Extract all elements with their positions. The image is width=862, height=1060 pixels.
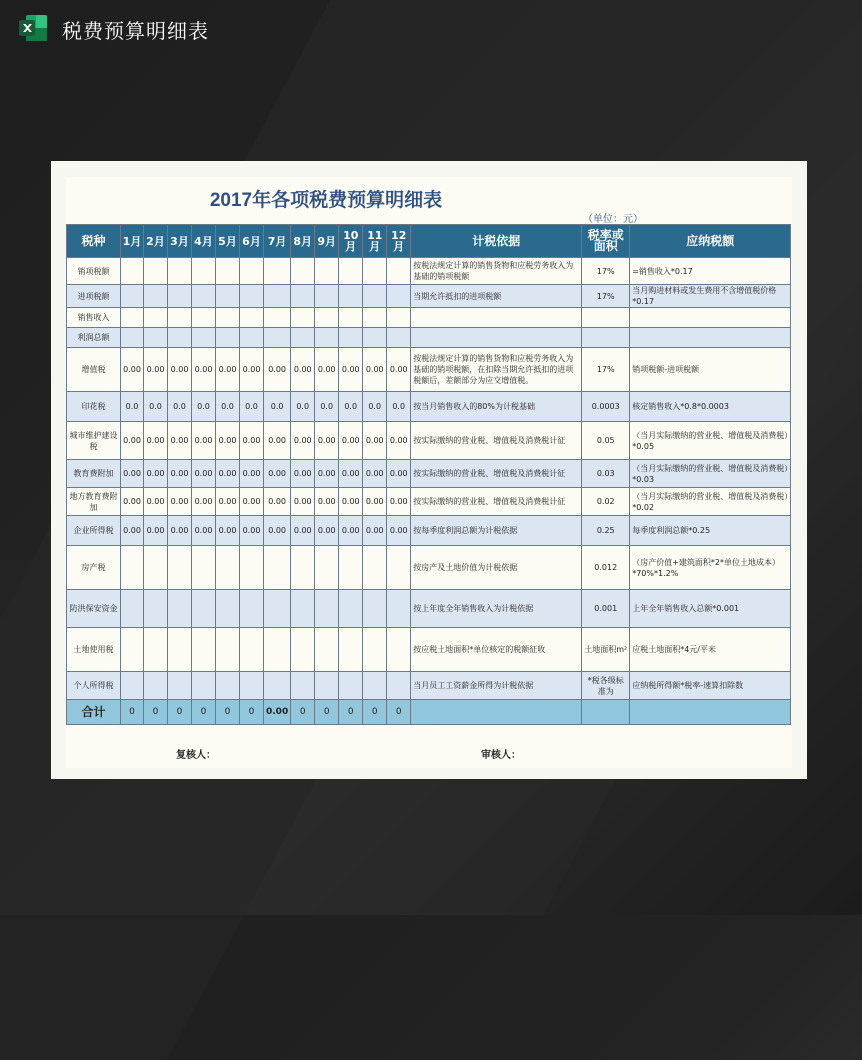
- month-cell[interactable]: [192, 328, 216, 348]
- header-month[interactable]: 7月: [264, 225, 291, 258]
- month-cell[interactable]: 0.00: [339, 348, 363, 392]
- tax-type-cell[interactable]: 防洪保安资金: [67, 590, 121, 628]
- month-cell[interactable]: 0.00: [168, 488, 192, 516]
- month-cell[interactable]: 0.00: [291, 460, 315, 488]
- month-cell[interactable]: [315, 546, 339, 590]
- month-cell[interactable]: 0.00: [387, 488, 411, 516]
- month-cell[interactable]: 0.00: [363, 488, 387, 516]
- month-cell[interactable]: 0.00: [192, 422, 216, 460]
- rate-cell[interactable]: 17%: [582, 258, 630, 285]
- tax-type-cell[interactable]: 地方教育费附加: [67, 488, 121, 516]
- month-cell[interactable]: [121, 628, 144, 672]
- month-cell[interactable]: [264, 590, 291, 628]
- month-cell[interactable]: [315, 258, 339, 285]
- month-cell[interactable]: 0.0: [387, 392, 411, 422]
- month-cell[interactable]: [192, 285, 216, 308]
- header-month[interactable]: 2月: [144, 225, 168, 258]
- tax-type-cell[interactable]: 销售收入: [67, 308, 121, 328]
- table-row: [67, 422, 791, 460]
- month-cell[interactable]: 0.00: [121, 516, 144, 546]
- basis-cell[interactable]: 当月员工工资薪金所得为计税依据: [411, 672, 582, 700]
- month-cell[interactable]: [240, 590, 264, 628]
- tax-type-cell[interactable]: 教育费附加: [67, 460, 121, 488]
- month-cell[interactable]: 0.00: [387, 422, 411, 460]
- month-cell[interactable]: [264, 258, 291, 285]
- total-cell[interactable]: 0: [121, 700, 144, 725]
- total-cell[interactable]: 0: [216, 700, 240, 725]
- month-cell[interactable]: [315, 328, 339, 348]
- month-cell[interactable]: 0.00: [363, 422, 387, 460]
- month-cell[interactable]: [216, 258, 240, 285]
- month-cell[interactable]: 0.0: [240, 392, 264, 422]
- header-month[interactable]: 8月: [291, 225, 315, 258]
- month-cell[interactable]: 0.00: [264, 488, 291, 516]
- sheet-paper: [66, 177, 792, 768]
- tax-formula-cell[interactable]: 销项税额-进项税额: [630, 348, 791, 392]
- month-cell[interactable]: [315, 285, 339, 308]
- month-cell[interactable]: [387, 258, 411, 285]
- month-cell[interactable]: [144, 308, 168, 328]
- month-cell[interactable]: [121, 546, 144, 590]
- month-cell[interactable]: 0.00: [192, 348, 216, 392]
- month-cell[interactable]: 0.00: [216, 460, 240, 488]
- month-cell[interactable]: [291, 628, 315, 672]
- sheet-title: 2017年各项税费预算明细表: [209, 190, 443, 211]
- month-cell[interactable]: 0.00: [315, 488, 339, 516]
- total-basis-cell[interactable]: [411, 700, 582, 725]
- tax-formula-cell[interactable]: （当月实际缴纳的营业税、增值税及消费税）*0.05: [630, 422, 791, 460]
- header-month[interactable]: 6月: [240, 225, 264, 258]
- month-cell[interactable]: 0.0: [339, 392, 363, 422]
- month-cell[interactable]: [144, 258, 168, 285]
- month-cell[interactable]: [240, 285, 264, 308]
- document-title: 税费预算明细表: [62, 19, 209, 43]
- month-cell[interactable]: [339, 258, 363, 285]
- month-cell[interactable]: [192, 590, 216, 628]
- header-month[interactable]: 12月: [387, 225, 411, 258]
- tax-type-cell[interactable]: 增值税: [67, 348, 121, 392]
- month-cell[interactable]: [387, 628, 411, 672]
- table-row: [67, 628, 791, 672]
- month-cell[interactable]: [216, 308, 240, 328]
- header-tax[interactable]: 应纳税额: [630, 225, 791, 258]
- month-cell[interactable]: [240, 258, 264, 285]
- month-cell[interactable]: [264, 546, 291, 590]
- month-cell[interactable]: [121, 258, 144, 285]
- table-row: [67, 488, 791, 516]
- month-cell[interactable]: 0.00: [240, 460, 264, 488]
- basis-cell[interactable]: 当期允许抵扣的进项税额: [411, 285, 582, 308]
- month-cell[interactable]: [192, 546, 216, 590]
- month-cell[interactable]: [240, 546, 264, 590]
- total-cell[interactable]: 0: [363, 700, 387, 725]
- rate-cell[interactable]: [582, 328, 630, 348]
- month-cell[interactable]: [264, 672, 291, 700]
- tax-formula-cell[interactable]: =销售收入*0.17: [630, 258, 791, 285]
- tax-type-cell[interactable]: 个人所得税: [67, 672, 121, 700]
- month-cell[interactable]: [387, 590, 411, 628]
- month-cell[interactable]: [144, 590, 168, 628]
- month-cell[interactable]: 0.00: [339, 516, 363, 546]
- basis-cell[interactable]: 按应税土地面积*单位核定的税额征收: [411, 628, 582, 672]
- month-cell[interactable]: 0.00: [315, 460, 339, 488]
- excel-icon[interactable]: [17, 12, 49, 44]
- header-row: [67, 225, 791, 258]
- rate-cell[interactable]: [582, 308, 630, 328]
- month-cell[interactable]: 0.00: [339, 488, 363, 516]
- tax-type-cell[interactable]: 房产税: [67, 546, 121, 590]
- month-cell[interactable]: [339, 546, 363, 590]
- month-cell[interactable]: [264, 285, 291, 308]
- month-cell[interactable]: 0.00: [144, 488, 168, 516]
- table-row: [67, 258, 791, 285]
- month-cell[interactable]: [387, 308, 411, 328]
- month-cell[interactable]: 0.00: [291, 348, 315, 392]
- header-month[interactable]: 4月: [192, 225, 216, 258]
- table-row: [67, 460, 791, 488]
- month-cell[interactable]: 0.00: [315, 516, 339, 546]
- tax-formula-cell[interactable]: 每季度利润总额*0.25: [630, 516, 791, 546]
- month-cell[interactable]: [144, 628, 168, 672]
- month-cell[interactable]: [168, 628, 192, 672]
- month-cell[interactable]: 0.00: [291, 422, 315, 460]
- total-row: [67, 700, 791, 725]
- month-cell[interactable]: 0.00: [339, 460, 363, 488]
- month-cell[interactable]: 0.00: [216, 348, 240, 392]
- month-cell[interactable]: [363, 308, 387, 328]
- total-cell[interactable]: 0.00: [264, 700, 291, 725]
- table-row: [67, 285, 791, 308]
- month-cell[interactable]: 0.00: [315, 422, 339, 460]
- rate-cell[interactable]: 0.001: [582, 590, 630, 628]
- rate-cell[interactable]: *税各级标准为: [582, 672, 630, 700]
- header-month[interactable]: 9月: [315, 225, 339, 258]
- month-cell[interactable]: 0.0: [192, 392, 216, 422]
- month-cell[interactable]: 0.00: [121, 348, 144, 392]
- rate-cell[interactable]: 0.03: [582, 460, 630, 488]
- month-cell[interactable]: [315, 628, 339, 672]
- title-bar: [0, 0, 862, 58]
- total-cell[interactable]: 0: [315, 700, 339, 725]
- month-cell[interactable]: [363, 628, 387, 672]
- total-cell[interactable]: 0: [192, 700, 216, 725]
- month-cell[interactable]: [291, 546, 315, 590]
- month-cell[interactable]: [168, 328, 192, 348]
- month-cell[interactable]: 0.00: [240, 516, 264, 546]
- month-cell[interactable]: [168, 258, 192, 285]
- month-cell[interactable]: 0.00: [240, 348, 264, 392]
- month-cell[interactable]: 0.00: [192, 488, 216, 516]
- month-cell[interactable]: 0.00: [291, 488, 315, 516]
- tax-type-cell[interactable]: 利润总额: [67, 328, 121, 348]
- header-basis[interactable]: 计税依据: [411, 225, 582, 258]
- month-cell[interactable]: [240, 328, 264, 348]
- month-cell[interactable]: [121, 672, 144, 700]
- month-cell[interactable]: 0.0: [216, 392, 240, 422]
- month-cell[interactable]: 0.00: [216, 422, 240, 460]
- month-cell[interactable]: [216, 590, 240, 628]
- header-month[interactable]: 3月: [168, 225, 192, 258]
- month-cell[interactable]: [192, 308, 216, 328]
- spreadsheet-preview: [51, 161, 807, 779]
- month-cell[interactable]: [291, 590, 315, 628]
- auditor-label: 审核人：: [481, 750, 521, 761]
- month-cell[interactable]: [315, 672, 339, 700]
- month-cell[interactable]: [264, 628, 291, 672]
- tax-formula-cell[interactable]: 应税土地面积*4元/平米: [630, 628, 791, 672]
- month-cell[interactable]: [240, 308, 264, 328]
- total-cell[interactable]: 0: [291, 700, 315, 725]
- month-cell[interactable]: 0.00: [339, 422, 363, 460]
- tax-formula-cell[interactable]: 核定销售收入*0.8*0.0003: [630, 392, 791, 422]
- month-cell[interactable]: [240, 628, 264, 672]
- month-cell[interactable]: 0.00: [387, 516, 411, 546]
- basis-cell[interactable]: [411, 328, 582, 348]
- month-cell[interactable]: 0.00: [144, 348, 168, 392]
- tax-type-cell[interactable]: 企业所得税: [67, 516, 121, 546]
- month-cell[interactable]: [216, 285, 240, 308]
- tax-budget-table: [66, 224, 791, 725]
- month-cell[interactable]: [168, 546, 192, 590]
- total-cell[interactable]: 0: [339, 700, 363, 725]
- rate-cell[interactable]: 0.05: [582, 422, 630, 460]
- month-cell[interactable]: [387, 672, 411, 700]
- tax-formula-cell[interactable]: （当月实际缴纳的营业税、增值税及消费税）*0.03: [630, 460, 791, 488]
- table-row: [67, 308, 791, 328]
- month-cell[interactable]: [192, 258, 216, 285]
- month-cell[interactable]: [144, 546, 168, 590]
- month-cell[interactable]: [291, 328, 315, 348]
- month-cell[interactable]: 0.00: [144, 460, 168, 488]
- month-cell[interactable]: 0.00: [121, 422, 144, 460]
- month-cell[interactable]: [387, 285, 411, 308]
- header-month[interactable]: 1月: [121, 225, 144, 258]
- month-cell[interactable]: 0.00: [144, 516, 168, 546]
- tax-formula-cell[interactable]: 上年全年销售收入总额*0.001: [630, 590, 791, 628]
- month-cell[interactable]: [315, 590, 339, 628]
- table-row: [67, 672, 791, 700]
- month-cell[interactable]: [192, 628, 216, 672]
- basis-cell[interactable]: 按税法规定计算的销售货物和应税劳务收入为基础的销项税额，在扣除当期允许抵扣的进项税额后，差额部分为应交增值税。: [411, 348, 582, 392]
- month-cell[interactable]: 0.0: [144, 392, 168, 422]
- month-cell[interactable]: 0.00: [264, 460, 291, 488]
- month-cell[interactable]: [339, 672, 363, 700]
- tax-formula-cell[interactable]: [630, 308, 791, 328]
- tax-formula-cell[interactable]: （当月实际缴纳的营业税、增值税及消费税）*0.02: [630, 488, 791, 516]
- month-cell[interactable]: 0.00: [168, 516, 192, 546]
- month-cell[interactable]: 0.00: [264, 516, 291, 546]
- month-cell[interactable]: 0.00: [168, 460, 192, 488]
- month-cell[interactable]: [121, 308, 144, 328]
- month-cell[interactable]: [121, 328, 144, 348]
- header-type[interactable]: 税种: [67, 225, 121, 258]
- table-row: [67, 516, 791, 546]
- rate-cell[interactable]: 0.0003: [582, 392, 630, 422]
- month-cell[interactable]: 0.00: [168, 422, 192, 460]
- rate-cell[interactable]: 0.02: [582, 488, 630, 516]
- total-rate-cell[interactable]: [582, 700, 630, 725]
- tax-type-cell[interactable]: 城市维护建设税: [67, 422, 121, 460]
- month-cell[interactable]: 0.0: [315, 392, 339, 422]
- month-cell[interactable]: 0.0: [291, 392, 315, 422]
- basis-cell[interactable]: 按税法规定计算的销售货物和应税劳务收入为基础的销项税额: [411, 258, 582, 285]
- tax-type-cell[interactable]: 进项税额: [67, 285, 121, 308]
- month-cell[interactable]: 0.00: [168, 348, 192, 392]
- table-row: [67, 392, 791, 422]
- month-cell[interactable]: [192, 672, 216, 700]
- month-cell[interactable]: [387, 546, 411, 590]
- total-cell[interactable]: 0: [144, 700, 168, 725]
- rate-cell[interactable]: 17%: [582, 285, 630, 308]
- rate-cell[interactable]: 0.25: [582, 516, 630, 546]
- month-cell[interactable]: [291, 258, 315, 285]
- tax-type-cell[interactable]: 土地使用税: [67, 628, 121, 672]
- month-cell[interactable]: [144, 285, 168, 308]
- month-cell[interactable]: [216, 328, 240, 348]
- month-cell[interactable]: [168, 308, 192, 328]
- total-cell[interactable]: 0: [168, 700, 192, 725]
- tax-type-cell[interactable]: 印花税: [67, 392, 121, 422]
- tax-formula-cell[interactable]: 应纳税所得额*税率-速算扣除数: [630, 672, 791, 700]
- month-cell[interactable]: 0.0: [363, 392, 387, 422]
- basis-cell[interactable]: 按实际缴纳的营业税、增值税及消费税计征: [411, 460, 582, 488]
- basis-cell[interactable]: 按当月销售收入的80%为计税基础: [411, 392, 582, 422]
- month-cell[interactable]: [216, 672, 240, 700]
- table-row: [67, 590, 791, 628]
- basis-cell[interactable]: 按实际缴纳的营业税、增值税及消费税计征: [411, 488, 582, 516]
- month-cell[interactable]: 0.00: [264, 348, 291, 392]
- month-cell[interactable]: [363, 590, 387, 628]
- month-cell[interactable]: [339, 308, 363, 328]
- month-cell[interactable]: [121, 590, 144, 628]
- month-cell[interactable]: [363, 546, 387, 590]
- month-cell[interactable]: 0.00: [216, 516, 240, 546]
- basis-cell[interactable]: [411, 308, 582, 328]
- table-row: [67, 348, 791, 392]
- month-cell[interactable]: [216, 546, 240, 590]
- month-cell[interactable]: [144, 328, 168, 348]
- month-cell[interactable]: [144, 672, 168, 700]
- rate-cell[interactable]: 17%: [582, 348, 630, 392]
- month-cell[interactable]: 0.00: [121, 488, 144, 516]
- month-cell[interactable]: [264, 328, 291, 348]
- total-label[interactable]: 合计: [67, 700, 121, 725]
- month-cell[interactable]: 0.0: [121, 392, 144, 422]
- month-cell[interactable]: [168, 672, 192, 700]
- rate-cell[interactable]: 土地面积m²: [582, 628, 630, 672]
- header-month[interactable]: 5月: [216, 225, 240, 258]
- month-cell[interactable]: 0.00: [387, 460, 411, 488]
- month-cell[interactable]: [168, 285, 192, 308]
- month-cell[interactable]: 0.00: [363, 460, 387, 488]
- month-cell[interactable]: 0.00: [240, 488, 264, 516]
- basis-cell[interactable]: 按实际缴纳的营业税、增值税及消费税计征: [411, 422, 582, 460]
- month-cell[interactable]: 0.00: [387, 348, 411, 392]
- tax-formula-cell[interactable]: [630, 328, 791, 348]
- basis-cell[interactable]: 按上年度全年销售收入为计税依据: [411, 590, 582, 628]
- month-cell[interactable]: [363, 672, 387, 700]
- reviewer-label: 复核人：: [176, 750, 216, 761]
- month-cell[interactable]: 0.00: [192, 516, 216, 546]
- month-cell[interactable]: [339, 590, 363, 628]
- month-cell[interactable]: 0.00: [264, 422, 291, 460]
- total-cell[interactable]: 0: [240, 700, 264, 725]
- month-cell[interactable]: 0.00: [240, 422, 264, 460]
- month-cell[interactable]: 0.00: [315, 348, 339, 392]
- month-cell[interactable]: [387, 328, 411, 348]
- header-rate[interactable]: 税率或面积: [582, 225, 630, 258]
- month-cell[interactable]: [339, 328, 363, 348]
- month-cell[interactable]: [291, 672, 315, 700]
- month-cell[interactable]: [291, 308, 315, 328]
- month-cell[interactable]: 0.00: [121, 460, 144, 488]
- month-cell[interactable]: 0.0: [264, 392, 291, 422]
- header-month[interactable]: 10月: [339, 225, 363, 258]
- month-cell[interactable]: 0.00: [291, 516, 315, 546]
- month-cell[interactable]: [363, 258, 387, 285]
- month-cell[interactable]: [264, 308, 291, 328]
- month-cell[interactable]: [121, 285, 144, 308]
- header-month[interactable]: 11月: [363, 225, 387, 258]
- month-cell[interactable]: [339, 285, 363, 308]
- month-cell[interactable]: [240, 672, 264, 700]
- month-cell[interactable]: 0.00: [363, 516, 387, 546]
- basis-cell[interactable]: 按房产及土地价值为计税依据: [411, 546, 582, 590]
- month-cell[interactable]: [339, 628, 363, 672]
- month-cell[interactable]: 0.00: [144, 422, 168, 460]
- month-cell[interactable]: [315, 308, 339, 328]
- tax-formula-cell[interactable]: 当月购进材料或发生费用不含增值税价格 *0.17: [630, 285, 791, 308]
- tax-formula-cell[interactable]: （房产价值+建筑面积*2*单位土地成本）*70%*1.2%: [630, 546, 791, 590]
- table-row: [67, 546, 791, 590]
- month-cell[interactable]: 0.00: [216, 488, 240, 516]
- month-cell[interactable]: [363, 328, 387, 348]
- month-cell[interactable]: [363, 285, 387, 308]
- month-cell[interactable]: [168, 590, 192, 628]
- basis-cell[interactable]: 按每季度利润总额为计税依据: [411, 516, 582, 546]
- month-cell[interactable]: 0.0: [168, 392, 192, 422]
- month-cell[interactable]: 0.00: [363, 348, 387, 392]
- table-row: [67, 328, 791, 348]
- tax-type-cell[interactable]: 销项税额: [67, 258, 121, 285]
- total-cell[interactable]: 0: [387, 700, 411, 725]
- month-cell[interactable]: 0.00: [192, 460, 216, 488]
- month-cell[interactable]: [291, 285, 315, 308]
- unit-label: （单位：元）: [583, 214, 643, 225]
- rate-cell[interactable]: 0.012: [582, 546, 630, 590]
- month-cell[interactable]: [216, 628, 240, 672]
- total-tax-cell[interactable]: [630, 700, 791, 725]
